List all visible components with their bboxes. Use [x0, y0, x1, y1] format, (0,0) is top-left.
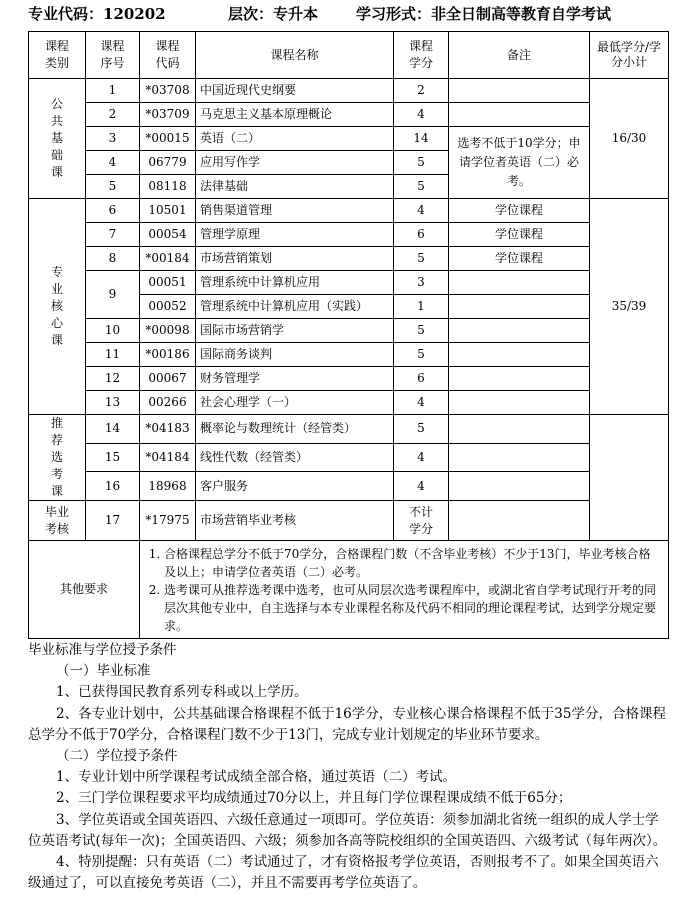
min-credit-other — [590, 415, 669, 541]
course-name: 市场营销策划 — [196, 247, 394, 271]
course-code: *00098 — [140, 319, 196, 343]
course-credit: 4 — [394, 391, 449, 415]
category-elective: 推荐选考课 — [29, 415, 86, 501]
course-seq: 10 — [86, 319, 140, 343]
course-code: 00266 — [140, 391, 196, 415]
course-name: 英语（二） — [196, 127, 394, 151]
course-credit: 5 — [394, 247, 449, 271]
course-name: 市场营销毕业考核 — [196, 501, 394, 541]
table-row — [29, 223, 669, 247]
course-name: 国际商务谈判 — [196, 343, 394, 367]
course-remark — [449, 343, 590, 367]
course-credit: 2 — [394, 79, 449, 103]
course-remark: 学位课程 — [449, 199, 590, 223]
course-seq: 15 — [86, 443, 140, 472]
course-code: 10501 — [140, 199, 196, 223]
course-seq: 9 — [86, 271, 140, 319]
course-remark — [449, 367, 590, 391]
course-name: 财务管理学 — [196, 367, 394, 391]
course-credit: 5 — [394, 151, 449, 175]
table-row — [29, 343, 669, 367]
course-seq: 11 — [86, 343, 140, 367]
course-credit: 5 — [394, 415, 449, 444]
course-remark — [449, 443, 590, 472]
course-credit: 14 — [394, 127, 449, 151]
course-remark — [449, 271, 590, 295]
course-remark — [449, 79, 590, 103]
course-seq: 5 — [86, 175, 140, 199]
course-code: 00051 — [140, 271, 196, 295]
category-core: 专业核心课 — [29, 199, 86, 415]
course-name: 概率论与数理统计（经管类） — [196, 415, 394, 444]
course-remark — [449, 415, 590, 444]
course-credit: 4 — [394, 443, 449, 472]
course-name: 管理学原理 — [196, 223, 394, 247]
course-name: 马克思主义基本原理概论 — [196, 103, 394, 127]
course-name: 管理系统中计算机应用 — [196, 271, 394, 295]
other-requirements-label: 其他要求 — [29, 541, 140, 639]
course-credit: 5 — [394, 319, 449, 343]
course-remark — [449, 319, 590, 343]
course-code: *04183 — [140, 415, 196, 444]
degree-conditions-title: （二）学位授予条件 — [56, 748, 178, 765]
major-code: 专业代码：120202 — [28, 5, 166, 23]
header-name: 课程名称 — [196, 32, 394, 79]
notes-title: 毕业标准与学位授予条件 — [28, 642, 177, 658]
course-seq: 6 — [86, 199, 140, 223]
course-seq: 3 — [86, 127, 140, 151]
course-seq: 2 — [86, 103, 140, 127]
course-credit: 4 — [394, 103, 449, 127]
course-credit: 3 — [394, 271, 449, 295]
degree-condition-item: 3、学位英语或全国英语四、六级任意通过一项即可。学位英语：须参加湖北省统一组织的成人学士学位英语考试(每年一次)；全国英语四、六级；须参加各高等院校组织的全国英语四、六级考试（每年两次）。 — [28, 811, 667, 849]
course-seq: 17 — [86, 501, 140, 541]
table-row — [29, 391, 669, 415]
degree-condition-item: 2、三门学位课程要求平均成绩通过70分以上，并且每门学位课程课成绩不低于65分； — [56, 790, 572, 807]
course-code: 00052 — [140, 295, 196, 319]
graduation-standard-item: 2、各专业计划中，公共基础课合格课程不低于16学分，专业核心课合格课程不低于35学分，合格课程总学分不低于70学分，合格课程门数不少于13门，完成专业计划规定的毕业环节要求。 — [28, 705, 666, 743]
table-row — [29, 247, 669, 271]
table-row — [29, 103, 669, 127]
course-credit: 5 — [394, 343, 449, 367]
course-code: *00186 — [140, 343, 196, 367]
course-name: 应用写作学 — [196, 151, 394, 175]
course-code: 18968 — [140, 472, 196, 501]
header-credit: 课程学分 — [394, 32, 449, 79]
table-row — [29, 415, 669, 444]
table-header-row — [29, 32, 669, 79]
other-requirements — [140, 541, 669, 639]
degree-condition-item: 4、特别提醒：只有英语（二）考试通过了，才有资格报考学位英语，否则报考不了。如果全国英语六级通过了，可以直接免考英语（二），并且不需要再考学位英语了。 — [28, 854, 659, 892]
course-credit: 1 — [394, 295, 449, 319]
course-remark — [449, 501, 590, 541]
course-credit: 4 — [394, 199, 449, 223]
remark-public: 选考不低于10学分；申请学位者英语（二）必考。 — [449, 127, 590, 199]
page-header — [28, 3, 678, 27]
table-row — [29, 367, 669, 391]
graduation-standard-item: 1、已获得国民教育系列专科或以上学历。 — [56, 684, 308, 701]
course-name: 法律基础 — [196, 175, 394, 199]
course-seq: 16 — [86, 472, 140, 501]
course-name: 客户服务 — [196, 472, 394, 501]
course-plan-table — [28, 31, 669, 639]
course-name: 中国近现代史纲要 — [196, 79, 394, 103]
course-code: *04184 — [140, 443, 196, 472]
graduation-notes — [28, 640, 668, 894]
header-min-credit: 最低学分/学分小计 — [590, 32, 669, 79]
graduation-standard-title: （一）毕业标准 — [56, 663, 151, 680]
table-row — [29, 472, 669, 501]
course-remark: 学位课程 — [449, 247, 590, 271]
course-seq: 7 — [86, 223, 140, 247]
course-seq: 8 — [86, 247, 140, 271]
table-row — [29, 501, 669, 541]
header-seq: 课程序号 — [86, 32, 140, 79]
course-seq: 4 — [86, 151, 140, 175]
course-code: *00184 — [140, 247, 196, 271]
course-seq: 12 — [86, 367, 140, 391]
education-level: 层次：专升本 — [228, 5, 319, 23]
course-credit: 6 — [394, 367, 449, 391]
course-remark — [449, 295, 590, 319]
course-code: 00067 — [140, 367, 196, 391]
course-seq: 13 — [86, 391, 140, 415]
course-remark — [449, 391, 590, 415]
degree-condition-item: 1、专业计划中所学课程考试成绩全部合格，通过英语（二）考试。 — [56, 769, 457, 786]
course-code: *03708 — [140, 79, 196, 103]
header-remark: 备注 — [449, 32, 590, 79]
other-requirements-row — [29, 541, 669, 639]
course-credit: 6 — [394, 223, 449, 247]
header-category: 课程类别 — [29, 32, 86, 79]
course-credit: 4 — [394, 472, 449, 501]
course-credit: 5 — [394, 175, 449, 199]
course-seq: 1 — [86, 79, 140, 103]
course-name: 国际市场营销学 — [196, 319, 394, 343]
requirement-item: 1. 合格课程总学分不低于70学分，合格课程门数（不含毕业考核）不少于13门，毕业考核合格及以上；申请学位者英语（二）必考。 — [164, 545, 662, 581]
category-public: 公共基础课 — [29, 79, 86, 199]
table-row — [29, 199, 669, 223]
course-name: 管理系统中计算机应用（实践） — [196, 295, 394, 319]
min-credit-core: 35/39 — [590, 199, 669, 415]
course-code: 06779 — [140, 151, 196, 175]
table-row — [29, 443, 669, 472]
course-code: *17975 — [140, 501, 196, 541]
min-credit-public: 16/30 — [590, 79, 669, 199]
table-row — [29, 127, 669, 151]
course-code: *03709 — [140, 103, 196, 127]
study-form: 学习形式：非全日制高等教育自学考试 — [356, 5, 612, 23]
course-remark: 学位课程 — [449, 223, 590, 247]
course-seq: 14 — [86, 415, 140, 444]
header-code: 课程代码 — [140, 32, 196, 79]
course-name: 社会心理学（一） — [196, 391, 394, 415]
category-graduation: 毕业考核 — [29, 501, 86, 541]
course-remark — [449, 103, 590, 127]
course-name: 销售渠道管理 — [196, 199, 394, 223]
course-code: 00054 — [140, 223, 196, 247]
table-row — [29, 319, 669, 343]
requirement-item: 2. 选考课可从推荐选考课中选考，也可从同层次选考课程库中，或湖北省自学考试现行开考的同层次其他专业中，自主选择与本专业课程名称及代码不相同的理论课程考试，达到学分规定要求。 — [164, 581, 662, 635]
course-remark — [449, 472, 590, 501]
table-row — [29, 79, 669, 103]
course-code: 08118 — [140, 175, 196, 199]
table-row — [29, 271, 669, 295]
course-name: 线性代数（经管类） — [196, 443, 394, 472]
course-credit: 不计学分 — [394, 501, 449, 541]
course-code: *00015 — [140, 127, 196, 151]
